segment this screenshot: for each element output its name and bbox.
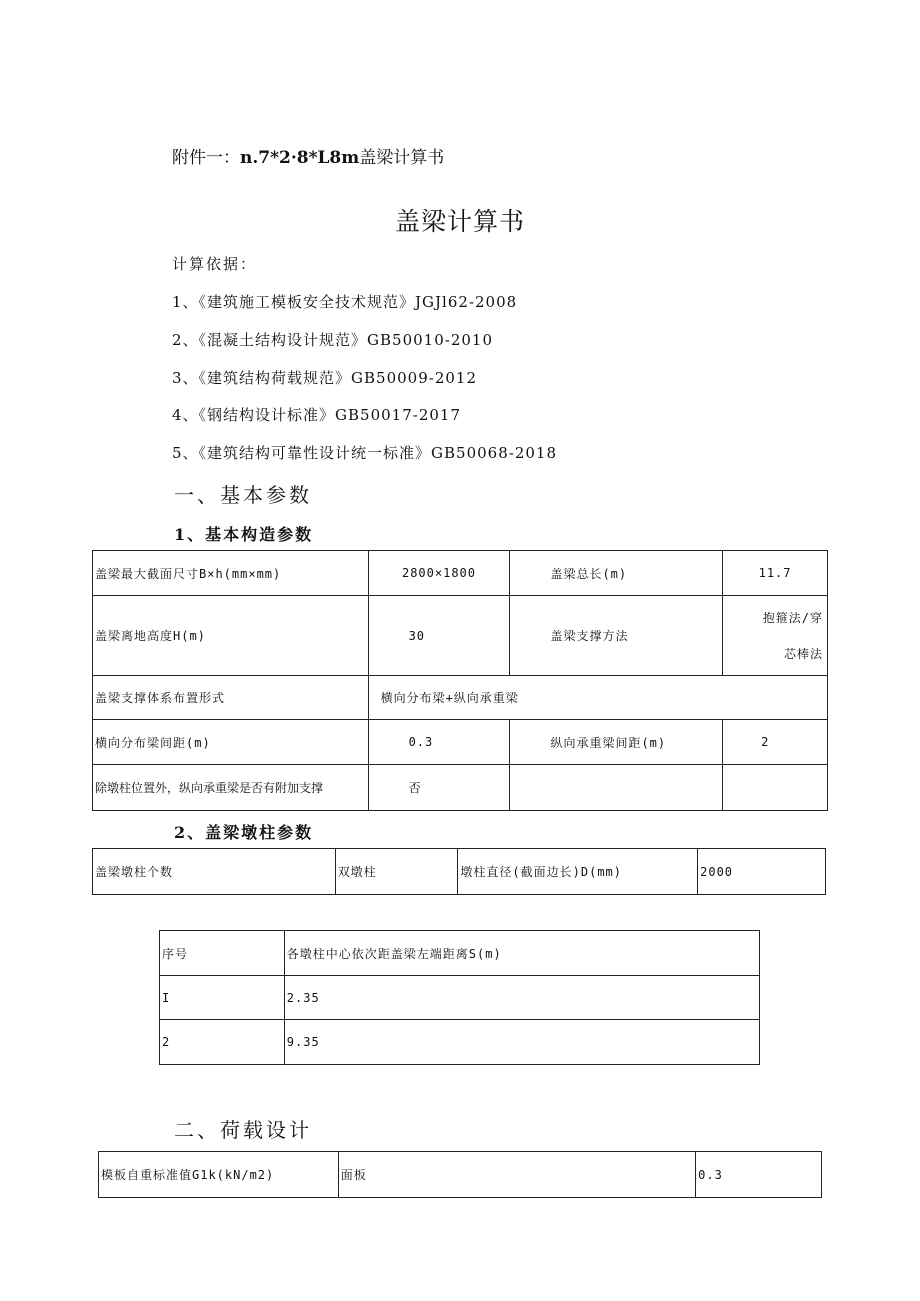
table-row	[93, 849, 826, 895]
table-row	[160, 1020, 760, 1065]
cell-distance: 9.35	[284, 1020, 759, 1065]
subsection-structure-params-title: 1、基本构造参数	[174, 525, 314, 544]
table-row	[160, 931, 760, 976]
label-height: 盖梁离地高度H(m)	[93, 596, 369, 676]
label-layout-form: 盖梁支撑体系布置形式	[93, 676, 369, 720]
value-layout-form: 横向分布梁+纵向承重梁	[368, 676, 827, 720]
support-method-line-1: 抱箍法/穿	[762, 610, 823, 625]
value-max-section: 2800×1800	[368, 551, 510, 596]
table-row	[160, 976, 760, 1020]
basis-ref-5: 5、《建筑结构可靠性设计统一标准》GB50068-2018	[172, 444, 558, 462]
table-row	[93, 720, 828, 765]
label-pier-diameter: 墩柱直径(截面边长)D(mm)	[458, 849, 698, 895]
label-longitudinal-spacing: 纵向承重梁间距(m)	[510, 720, 723, 765]
label-max-section: 盖梁最大截面尺寸B×h(mm×mm)	[93, 551, 369, 596]
value-support-method	[723, 596, 828, 676]
label-formwork-weight: 模板自重标准值G1k(kN/m2)	[99, 1152, 339, 1198]
header-index: 序号	[160, 931, 285, 976]
basis-ref-3: 3、《建筑结构荷载规范》GB50009-2012	[172, 369, 478, 387]
value-panel: 面板	[338, 1152, 695, 1198]
label-additional-support: 除墩柱位置外，纵向承重梁是否有附加支撑	[93, 765, 369, 811]
load-design-table	[98, 1151, 822, 1198]
attachment-prefix: 附件一：	[172, 148, 240, 168]
table-row	[93, 551, 828, 596]
empty-cell	[510, 765, 723, 811]
table-row	[93, 676, 828, 720]
attachment-name: n.7*2·8*L8m	[240, 148, 360, 168]
value-total-length: 11.7	[723, 551, 828, 596]
section-basic-params-title: 一、基本参数	[174, 483, 312, 507]
table-row	[93, 596, 828, 676]
value-transverse-spacing: 0.3	[368, 720, 510, 765]
label-support-method: 盖梁支撑方法	[510, 596, 723, 676]
value-pier-diameter: 2000	[698, 849, 826, 895]
attachment-suffix: 盖梁计算书	[359, 148, 445, 168]
value-additional-support: 否	[368, 765, 510, 811]
header-distance: 各墩柱中心依次距盖梁左端距离S(m)	[284, 931, 759, 976]
structure-params-table	[92, 550, 828, 811]
value-pier-count: 双墩柱	[335, 849, 458, 895]
basis-heading: 计算依据：	[172, 255, 258, 273]
basis-ref-2: 2、《混凝土结构设计规范》GB50010-2010	[172, 331, 494, 349]
value-height: 30	[368, 596, 510, 676]
pier-distance-table	[159, 930, 760, 1065]
value-formwork-weight: 0.3	[696, 1152, 822, 1198]
table-row	[93, 765, 828, 811]
label-pier-count: 盖梁墩柱个数	[93, 849, 336, 895]
value-longitudinal-spacing: 2	[723, 720, 828, 765]
empty-cell	[723, 765, 828, 811]
cell-index: 2	[160, 1020, 285, 1065]
pier-params-table	[92, 848, 826, 895]
attachment-title	[172, 143, 444, 168]
document-title: 盖梁计算书	[394, 207, 525, 236]
basis-ref-4: 4、《钢结构设计标准》GB50017-2017	[172, 406, 462, 424]
subsection-pier-params-title: 2、盖梁墩柱参数	[174, 823, 314, 842]
section-load-design-title: 二、荷载设计	[174, 1118, 312, 1142]
table-row	[99, 1152, 822, 1198]
basis-ref-1: 1、《建筑施工模板安全技术规范》JGJl62-2008	[172, 293, 518, 311]
support-method-line-2: 芯棒法	[783, 646, 823, 661]
label-total-length: 盖梁总长(m)	[510, 551, 723, 596]
cell-distance: 2.35	[284, 976, 759, 1020]
label-transverse-spacing: 横向分布梁间距(m)	[93, 720, 369, 765]
cell-index: I	[160, 976, 285, 1020]
